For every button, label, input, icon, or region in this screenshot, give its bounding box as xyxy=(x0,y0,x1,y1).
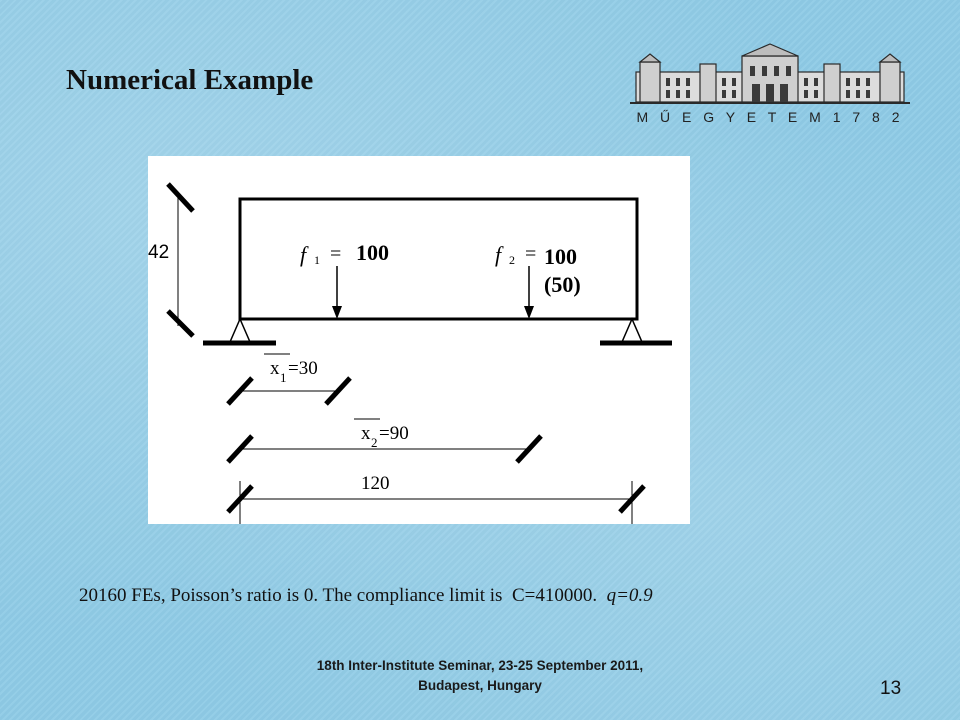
force-2-subscript: 2 xyxy=(509,253,515,267)
force-1-value: 100 xyxy=(356,240,389,265)
force-2-symbol: f xyxy=(495,242,502,267)
caption-q-value: q=0.9 xyxy=(606,585,653,606)
force-2-value: 100 xyxy=(544,244,577,269)
right-support xyxy=(600,319,672,343)
footer-line-2: Budapest, Hungary xyxy=(418,678,542,693)
x1-dimension xyxy=(228,378,350,404)
footer-line-1: 18th Inter-Institute Seminar, 23-25 September 2011, xyxy=(316,658,644,673)
span-dimension xyxy=(228,481,644,524)
force-2-equals: = xyxy=(525,243,537,265)
force-1-subscript: 1 xyxy=(314,253,320,267)
slide-caption xyxy=(79,585,653,607)
force-2-alt-value: (50) xyxy=(544,272,581,297)
height-label: 42 xyxy=(148,242,170,263)
x2-symbol: x xyxy=(361,423,371,444)
logo-text: M Ű E G Y E T E M 1 7 8 2 xyxy=(636,109,904,125)
span-label: 120 xyxy=(361,473,390,494)
left-support xyxy=(203,319,276,343)
caption-text: 20160 FEs, Poisson’s ratio is 0. The compliance limit is C=410000. xyxy=(79,585,607,606)
x1-symbol: x xyxy=(270,358,280,379)
x1-subscript: 1 xyxy=(280,370,287,385)
slide-title: Numerical Example xyxy=(66,64,314,96)
force-2-arrow xyxy=(524,266,534,319)
force-1-equals: = xyxy=(330,243,342,265)
beam-diagram xyxy=(148,156,690,524)
force-1-arrow xyxy=(332,266,342,319)
height-dimension xyxy=(168,184,193,336)
slide-footer xyxy=(230,656,730,696)
x2-value: =90 xyxy=(379,423,409,444)
force-1-symbol: f xyxy=(300,242,307,267)
university-logo xyxy=(630,42,910,128)
x1-value: =30 xyxy=(288,358,318,379)
x2-subscript: 2 xyxy=(371,435,378,450)
page-number: 13 xyxy=(880,678,902,699)
